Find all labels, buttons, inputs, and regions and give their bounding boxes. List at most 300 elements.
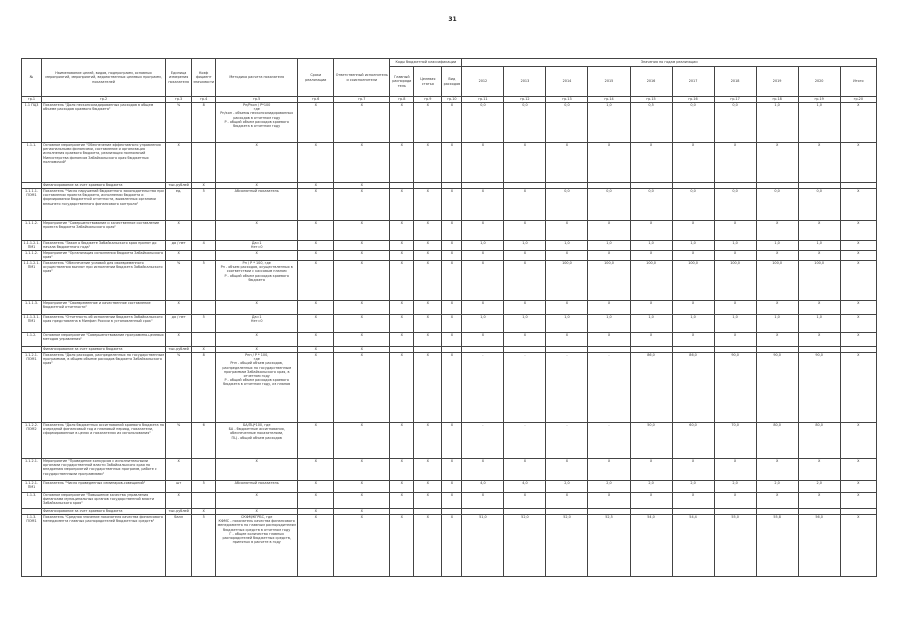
row-number-cell: 1.1.2.1. <box>22 459 42 481</box>
table-cell: X <box>414 261 442 301</box>
table-cell: X <box>756 301 798 315</box>
table-cell: - <box>504 423 546 459</box>
table-cell: X <box>546 143 588 183</box>
header-year: 2012 <box>462 67 504 97</box>
row-name-cell: Показатель "Обеспечение условий для своевременного осуществления выплат при исполнении бюджета Забайкальского края" <box>42 261 166 301</box>
row-number-cell: 1.1.2.2. ПОМ2 <box>22 423 42 459</box>
table-cell: 8 <box>192 103 216 143</box>
header-no: № <box>22 59 42 97</box>
table-cell: X <box>414 493 442 509</box>
table-cell: X <box>714 251 756 261</box>
table-cell: X <box>630 459 672 481</box>
table-cell: X <box>390 481 414 493</box>
table-cell: X <box>334 493 390 509</box>
table-cell: X <box>334 515 390 577</box>
table-cell: X <box>298 189 334 221</box>
table-cell: - <box>462 423 504 459</box>
table-cell: X <box>840 459 876 481</box>
table-cell: Рн/Ркон / Р*100 где Рн/кон - объемы несконсолидированных расходов в отчетном году Р - общий объем расходов краевого бюджета в отчетном году <box>216 103 298 143</box>
table-cell: X <box>442 459 462 481</box>
table-cell: X <box>442 221 462 241</box>
table-cell: X <box>414 481 442 493</box>
table-cell: 5 <box>192 481 216 493</box>
table-cell: 4,0 <box>504 481 546 493</box>
table-cell: 70,0 <box>714 423 756 459</box>
table-cell: X <box>798 143 840 183</box>
table-cell: X <box>588 333 630 347</box>
table-row <box>22 515 877 577</box>
table-cell: X <box>442 261 462 301</box>
table-cell: X <box>798 221 840 241</box>
table-cell: 0,0 <box>798 189 840 221</box>
table-cell: X <box>298 143 334 183</box>
table-cell: X <box>798 333 840 347</box>
table-cell: X <box>672 333 714 347</box>
column-number: гр.11 <box>462 97 504 103</box>
table-cell: 2,0 <box>630 481 672 493</box>
header-year: 2019 <box>756 67 798 97</box>
table-row <box>22 103 877 143</box>
row-number-cell: 1.1.1.2.1. ПМ1 <box>23 241 40 250</box>
table-cell: X <box>414 251 442 261</box>
table-cell: 0,0 <box>756 189 798 221</box>
table-cell <box>192 493 216 509</box>
table-cell: X <box>298 509 334 515</box>
table-cell: X <box>588 143 630 183</box>
table-cell: X <box>798 251 840 261</box>
table-cell: X <box>216 251 298 261</box>
table-cell: СКФМ/КГРБС, где КФМС - показатель качества финансового менеджмента по главным распорядителям бюджетных средств в отчетном году Г - общее количество главных распорядителей бюджетных средств, принятых в расчете в году <box>216 515 298 577</box>
row-number-cell: 1.1.1.2. <box>22 251 42 261</box>
table-cell: 0,0 <box>672 189 714 221</box>
table-cell: 80,0 <box>756 423 798 459</box>
table-cell: X <box>672 459 714 481</box>
row-name-cell: Основное мероприятие "Повышение качества управления финансами муниципальных органов государственной власти Забайкальского края" <box>42 493 166 509</box>
row-name-cell: Показатель "Число проведенных семинаров-совещаний" <box>42 481 166 493</box>
table-cell: X <box>390 353 414 423</box>
table-cell: 2,0 <box>672 481 714 493</box>
table-row <box>22 315 877 333</box>
header-year: 2016 <box>630 67 672 97</box>
table-cell: 1,0 <box>756 241 798 251</box>
header-unit: Единица измерения показателя <box>166 59 192 97</box>
table-cell: X <box>840 143 876 183</box>
table-cell: X <box>414 241 442 251</box>
table-cell: 2,0 <box>546 481 588 493</box>
table-cell: X <box>166 459 192 481</box>
table-cell: X <box>334 301 390 315</box>
table-cell: X <box>442 143 462 183</box>
table-cell: 1,0 <box>588 103 630 143</box>
table-cell: X <box>630 301 672 315</box>
table-cell: 90,0 <box>714 353 756 423</box>
table-cell: X <box>630 143 672 183</box>
table-cell: X <box>216 183 298 189</box>
table-cell: Да=1 Нет=0 <box>216 315 298 333</box>
table-cell: X <box>414 459 442 481</box>
row-name-cell: Показатель "Отчетность об исполнении бюджета Забайкальского края представлена в Минфин России в установленный срок" <box>42 315 166 333</box>
table-cell: X <box>798 493 840 509</box>
table-cell: X <box>334 189 390 221</box>
table-cell: ед. <box>166 189 192 221</box>
table-cell <box>192 221 216 241</box>
table-cell: X <box>672 301 714 315</box>
table-cell: X <box>462 261 504 301</box>
table-cell: X <box>442 493 462 509</box>
row-name-cell: Мероприятие "Организация исполнения бюджета Забайкальского края" <box>42 251 166 261</box>
table-cell: - <box>462 353 504 423</box>
row-number-cell: 1.1.1.3. <box>22 301 42 315</box>
table-cell: X <box>166 493 192 509</box>
table-cell: 5 <box>192 515 216 577</box>
row-number-cell: 1.1.2. <box>22 333 42 347</box>
table-cell: 5 <box>192 189 216 221</box>
header-bk-group: Коды бюджетной классификации <box>390 59 462 67</box>
table-cell: X <box>390 423 414 459</box>
row-name-cell: Основное мероприятие "Совершенствование программно-целевых методов управления" <box>42 333 166 347</box>
row-name-cell: Мероприятие "Своевременное и качественное составление бюджетной отчетности" <box>42 301 166 315</box>
table-cell: 86,0 <box>630 353 672 423</box>
table-cell: X <box>442 103 462 143</box>
table-cell: X <box>390 261 414 301</box>
table-cell: X <box>298 515 334 577</box>
table-cell: X <box>756 221 798 241</box>
table-cell: X <box>546 459 588 481</box>
table-cell: Рпп / Р * 100, где Рпп - общий объем расходов, распределенных по государственным программам Забайкальского края, в отчетном году Р - общий объем расходов краевого бюджета в отчетном году, из планов <box>216 353 298 423</box>
table-cell: 54,4 <box>672 515 714 577</box>
column-number: гр.1 <box>22 97 42 103</box>
header-method: Методика расчета показателя <box>216 59 298 97</box>
table-cell: X <box>334 103 390 143</box>
table-cell: X <box>840 251 876 261</box>
table-cell: X <box>462 459 504 481</box>
table-cell: X <box>840 423 876 459</box>
table-cell: 55,0 <box>714 515 756 577</box>
column-number: гр.7 <box>334 97 390 103</box>
table-cell: X <box>390 189 414 221</box>
table-cell: 100,0 <box>672 261 714 301</box>
table-cell: 55,8 <box>756 515 798 577</box>
table-row <box>22 221 877 241</box>
table-cell: X <box>504 221 546 241</box>
table-cell: X <box>714 221 756 241</box>
table-cell: X <box>756 333 798 347</box>
table-cell: X <box>442 315 462 333</box>
row-name-cell: Финансирование за счет краевого бюджета <box>42 183 166 189</box>
table-cell: тыс.рублей <box>166 509 192 515</box>
table-cell: 60,0 <box>672 423 714 459</box>
table-cell: 0,0 <box>630 189 672 221</box>
table-cell: X <box>298 241 334 251</box>
table-row <box>22 251 877 261</box>
column-number: гр.2 <box>42 97 166 103</box>
table-cell: X <box>714 333 756 347</box>
header-year: 2013 <box>504 67 546 97</box>
row-number-cell: 1.1.1.2.1. ПМ1 <box>22 261 42 301</box>
table-cell: 86,0 <box>672 353 714 423</box>
table-cell: X <box>298 261 334 301</box>
header-name: Наименование целей, видов, подпрограмм, основных мероприятий, мероприятий, ведомственных целевых программ, показателей <box>42 59 166 97</box>
table-cell: X <box>390 241 414 251</box>
table-cell: X <box>334 347 390 353</box>
table-cell: 0,0 <box>714 103 756 143</box>
table-cell: 2,0 <box>588 481 630 493</box>
column-number: гр.13 <box>546 97 588 103</box>
table-cell: X <box>390 315 414 333</box>
table-cell: 2,0 <box>798 481 840 493</box>
column-number: гр.18 <box>756 97 798 103</box>
table-cell: X <box>166 301 192 315</box>
table-cell: X <box>414 333 442 347</box>
table-cell <box>192 333 216 347</box>
table-cell: X <box>546 221 588 241</box>
table-cell <box>192 143 216 183</box>
row-name-cell: Основное мероприятие "Обеспечение эффективного управления региональными финансами, составление и организация исполнения краевого бюджета, реализация полномочий Министерства финансов Забайкальского края бюджетных полномочий" <box>42 143 166 183</box>
table-cell: X <box>298 481 334 493</box>
table-cell: 1,0 <box>630 315 672 333</box>
row-number-cell: 1.1.2.1. ПМ1 <box>22 481 42 493</box>
page-number: 31 <box>448 16 457 23</box>
table-cell: 51,0 <box>462 515 504 577</box>
table-cell: 1,0 <box>672 241 714 251</box>
table-cell: X <box>192 183 216 189</box>
table-cell: X <box>504 459 546 481</box>
column-number: гр.19 <box>798 97 840 103</box>
table-cell: X <box>334 353 390 423</box>
table-cell: Да=1 Нет=0 <box>216 241 298 251</box>
table-cell: X <box>462 333 504 347</box>
header-year: 2014 <box>546 67 588 97</box>
table-cell: X <box>630 251 672 261</box>
table-cell: X <box>756 459 798 481</box>
table-cell: X <box>546 493 588 509</box>
column-number: гр.17 <box>714 97 756 103</box>
table-cell: X <box>298 459 334 481</box>
table-cell: X <box>462 251 504 261</box>
table-cell: X <box>588 221 630 241</box>
table-cell: 1,0 <box>462 241 504 251</box>
table-cell: X <box>840 189 876 221</box>
table-cell: X <box>546 301 588 315</box>
table-cell: X <box>414 353 442 423</box>
table-cell: X <box>298 353 334 423</box>
table-cell: 90,0 <box>756 353 798 423</box>
row-name-cell: Показатель "Число нарушений бюджетного законодательства при составлении проекта бюджета, исполнении бюджета и формировании бюджетной отчетности, выявленных органами внешнего государственного финансового контроля" <box>42 189 166 221</box>
table-cell: X <box>504 493 546 509</box>
table-cell: 1,0 <box>756 103 798 143</box>
table-cell: 100,0 <box>588 261 630 301</box>
header-vr: Вид расходов <box>442 67 462 97</box>
table-cell: - <box>588 423 630 459</box>
table-cell: X <box>504 189 546 221</box>
table-cell: 0,5 <box>630 103 672 143</box>
table-cell: тыс.рублей <box>166 347 192 353</box>
header-csr: Целевая статья <box>414 67 442 97</box>
table-cell: X <box>588 251 630 261</box>
table-cell: 1,0 <box>798 315 840 333</box>
table-row <box>22 261 877 301</box>
table-cell: 8 <box>192 353 216 423</box>
table-cell: 100,0 <box>630 261 672 301</box>
table-cell: X <box>216 509 298 515</box>
table-row <box>22 189 877 221</box>
table-cell <box>192 251 216 261</box>
table-cell: X <box>462 301 504 315</box>
row-number-cell: 1.1.2.1. ПОМ1 <box>22 353 42 423</box>
column-number: гр.14 <box>588 97 630 103</box>
table-cell: 0,0 <box>504 103 546 143</box>
table-cell: X <box>414 515 442 577</box>
column-number: гр.16 <box>672 97 714 103</box>
table-cell: Абсолютный показатель <box>216 481 298 493</box>
table-cell: X <box>414 189 442 221</box>
table-cell: балл <box>166 515 192 577</box>
table-cell: 5 <box>192 261 216 301</box>
header-grbs: Главный распорядитель <box>390 67 414 97</box>
table-cell: X <box>840 315 876 333</box>
table-cell: X <box>462 189 504 221</box>
table-cell: X <box>442 423 462 459</box>
table-cell: % <box>166 103 192 143</box>
table-cell: X <box>390 493 414 509</box>
indicators-table <box>21 58 877 577</box>
column-number: гр.15 <box>630 97 672 103</box>
row-name-cell: Финансирование за счет краевого бюджета <box>42 509 166 515</box>
table-cell: X <box>298 315 334 333</box>
table-cell: X <box>166 251 192 261</box>
table-cell: 56,0 <box>798 515 840 577</box>
table-cell: 2,0 <box>714 481 756 493</box>
table-cell: X <box>504 251 546 261</box>
table-cell: 80,0 <box>798 423 840 459</box>
table-cell: X <box>390 251 414 261</box>
row-name-cell: Показатель "Доля несконсолидированных расходов в общем объеме расходов краевого бюджета" <box>42 103 166 143</box>
table-cell: X <box>334 143 390 183</box>
table-cell: X <box>390 515 414 577</box>
table-cell: X <box>630 333 672 347</box>
table-cell: X <box>414 423 442 459</box>
table-cell: X <box>216 301 298 315</box>
table-cell: - <box>546 423 588 459</box>
row-name-cell: Мероприятие "Совершенствование и качественное составление проекта бюджета Забайкальского края" <box>42 221 166 241</box>
table-cell: 1,0 <box>588 315 630 333</box>
table-cell: 1,0 <box>504 315 546 333</box>
table-row <box>22 493 877 509</box>
table-cell: X <box>442 301 462 315</box>
row-number-cell: 1.1.3. <box>22 493 42 509</box>
table-cell: X <box>840 261 876 301</box>
table-cell: X <box>216 143 298 183</box>
table-cell: X <box>588 493 630 509</box>
table-cell: 1,0 <box>504 241 546 251</box>
table-cell: X <box>298 423 334 459</box>
table-row <box>22 353 877 423</box>
table-cell: 100,0 <box>756 261 798 301</box>
table-cell: 1,0 <box>714 241 756 251</box>
table-cell: X <box>442 189 462 221</box>
row-name-cell: Показатель "Доля расходов, распределенных по государственным программам, в общем объеме расходов бюджета Забайкальского края" <box>42 353 166 423</box>
table-row <box>22 459 877 481</box>
table-cell: X <box>630 493 672 509</box>
table-cell: Рп / Р * 100, где Рп - объем расходов, осуществленных в соответствии с кассовым планом Р - общий объем расходов краевого бюджета <box>216 261 298 301</box>
table-cell: 5 <box>192 315 216 333</box>
table-cell: X <box>504 143 546 183</box>
table-cell: X <box>334 221 390 241</box>
table-row <box>22 241 877 251</box>
header-years-group: Значения по годам реализации <box>462 59 877 67</box>
table-cell: X <box>840 353 876 423</box>
table-cell: X <box>216 459 298 481</box>
column-number: гр.10 <box>442 97 462 103</box>
table-cell: X <box>298 221 334 241</box>
table-cell: % <box>166 423 192 459</box>
table-cell: X <box>840 515 876 577</box>
table-cell: X <box>390 333 414 347</box>
table-cell: X <box>546 333 588 347</box>
table-row <box>22 301 877 315</box>
table-cell: X <box>546 251 588 261</box>
table-cell: 54,0 <box>630 515 672 577</box>
row-name-cell: Показатель "Средняя значение показателя качества финансового менеджмента главных распорядителей бюджетных средств" <box>42 515 166 577</box>
row-number-cell: 1.1.1.1. ПОМ1 <box>22 189 42 221</box>
table-cell: % <box>166 353 192 423</box>
table-cell: 50,0 <box>630 423 672 459</box>
table-cell: 0,0 <box>546 103 588 143</box>
table-cell: X <box>756 493 798 509</box>
column-number: гр.12 <box>504 97 546 103</box>
row-name-cell: Показатель "Доля бюджетных ассигнований краевого бюджета на очередной финансовый год и плановый период, показатели, сформированные в целях и показателях их использования" <box>42 423 166 459</box>
table-cell: X <box>714 301 756 315</box>
table-cell: 1,0 <box>546 241 588 251</box>
header-coef: Коэф фициент значимости <box>192 59 216 97</box>
table-cell: 0,0 <box>672 103 714 143</box>
table-cell: X <box>414 103 442 143</box>
table-cell: X <box>840 333 876 347</box>
table-cell: X <box>840 241 876 251</box>
table-cell: 52,0 <box>504 515 546 577</box>
row-name-cell: Показатель "Закон о бюджете Забайкальского края принят до начала бюджетного года" <box>42 241 166 251</box>
table-cell: X <box>840 481 876 493</box>
table-cell: X <box>588 459 630 481</box>
table-cell: X <box>462 143 504 183</box>
table-cell: X <box>334 509 390 515</box>
table-cell <box>192 459 216 481</box>
row-name-cell: Финансирование за счет краевого бюджета <box>42 347 166 353</box>
table-cell: X <box>462 221 504 241</box>
table-cell: шт <box>166 481 192 493</box>
table-cell: тыс.рублей <box>166 183 192 189</box>
table-cell: X <box>334 183 390 189</box>
table-cell: X <box>298 301 334 315</box>
table-cell: 52,5 <box>588 515 630 577</box>
table-cell: 1,0 <box>798 241 840 251</box>
table-row <box>22 333 877 347</box>
table-cell: X <box>166 333 192 347</box>
table-cell: X <box>334 315 390 333</box>
header-year: 2015 <box>588 67 630 97</box>
column-number: гр.3 <box>166 97 192 103</box>
table-cell: X <box>216 221 298 241</box>
table-cell: 100,0 <box>798 261 840 301</box>
table-cell: % <box>166 261 192 301</box>
header-year: 2020 <box>798 67 840 97</box>
table-cell: X <box>216 347 298 353</box>
table-cell: 0,0 <box>462 103 504 143</box>
table-cell: 100,0 <box>546 261 588 301</box>
table-cell: 6 <box>192 423 216 459</box>
table-cell: X <box>166 143 192 183</box>
table-cell: 4,0 <box>462 481 504 493</box>
